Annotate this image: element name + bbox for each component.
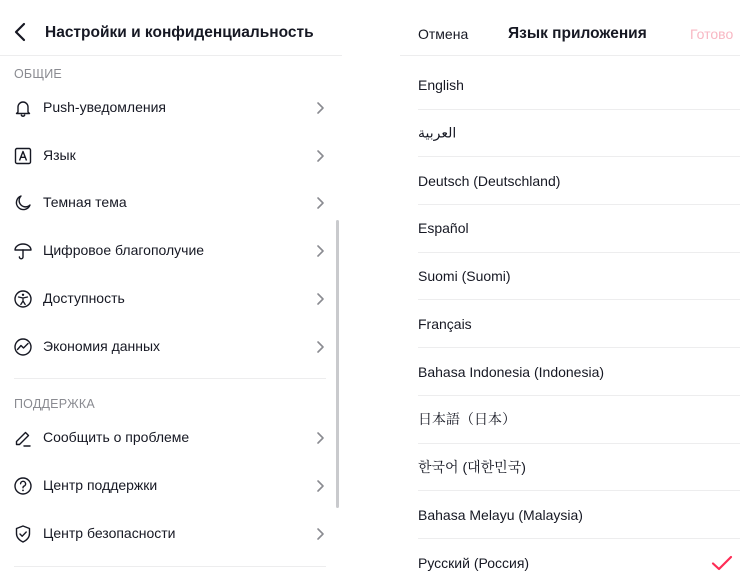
section-divider [14, 566, 326, 567]
menu-item-dark-theme[interactable] [0, 181, 342, 225]
moon-icon [13, 193, 33, 213]
done-button[interactable]: Готово [690, 26, 734, 42]
menu-item-label: Центр поддержки [43, 477, 158, 493]
chevron-right-icon [315, 244, 325, 258]
page-title: Настройки и конфиденциальность [45, 24, 314, 41]
language-option-arabic[interactable] [418, 110, 740, 158]
bell-icon [13, 98, 33, 118]
chevron-right-icon [315, 196, 325, 210]
accessibility-icon [13, 289, 33, 309]
language-option-japanese[interactable] [418, 396, 740, 444]
menu-item-label: Язык [43, 147, 76, 163]
data-saver-icon [13, 337, 33, 357]
language-label: Bahasa Indonesia (Indonesia) [418, 363, 605, 380]
menu-item-push-notifications[interactable] [0, 86, 342, 130]
menu-item-label: Push-уведомления [43, 99, 166, 115]
language-option-finnish[interactable] [418, 253, 740, 301]
chevron-right-icon [315, 479, 325, 493]
language-label: Deutsch (Deutschland) [418, 172, 561, 189]
menu-item-label: Экономия данных [43, 338, 161, 354]
language-label: Suomi (Suomi) [418, 268, 511, 285]
page-title: Язык приложения [508, 25, 647, 42]
app-language-panel [400, 0, 740, 584]
language-label: English [418, 77, 464, 94]
umbrella-icon [13, 241, 33, 261]
language-label: العربية [418, 124, 457, 141]
language-option-english[interactable] [418, 62, 740, 110]
cancel-button[interactable]: Отмена [418, 26, 469, 42]
chevron-right-icon [315, 431, 325, 445]
menu-item-label: Темная тема [43, 194, 127, 210]
menu-item-accessibility[interactable] [0, 277, 342, 321]
language-option-malay[interactable] [418, 491, 740, 539]
chevron-right-icon [315, 340, 325, 354]
menu-item-label: Сообщить о проблеме [43, 429, 190, 445]
menu-item-label: Цифровое благополучие [43, 242, 205, 258]
chevron-right-icon [315, 149, 325, 163]
language-label: 日本語（日本） [418, 411, 516, 428]
menu-item-report-problem[interactable] [0, 416, 342, 460]
language-label: Français [418, 315, 472, 332]
language-label: Bahasa Melayu (Malaysia) [418, 506, 583, 523]
pencil-icon [13, 428, 33, 448]
chevron-right-icon [315, 527, 325, 541]
menu-item-safety-center[interactable] [0, 512, 342, 556]
section-label-general: ОБЩИЕ [14, 67, 62, 81]
language-option-german[interactable] [418, 157, 740, 205]
scrollbar[interactable] [336, 220, 339, 508]
chevron-right-icon [315, 292, 325, 306]
help-icon [13, 476, 33, 496]
section-label-support: ПОДДЕРЖКА [14, 397, 95, 411]
language-label: 한국어 (대한민국) [418, 458, 526, 475]
shield-icon [13, 524, 33, 544]
menu-item-label: Центр безопасности [43, 525, 176, 541]
language-option-korean[interactable] [418, 444, 740, 492]
settings-panel [0, 0, 342, 584]
menu-item-language[interactable] [0, 134, 342, 178]
language-label: Español [418, 220, 469, 237]
section-divider [14, 378, 326, 379]
menu-item-data-saver[interactable] [0, 325, 342, 369]
settings-header [0, 0, 342, 56]
language-option-french[interactable] [418, 301, 740, 349]
language-option-russian[interactable] [418, 539, 740, 584]
checkmark-icon [711, 555, 733, 571]
language-option-spanish[interactable] [418, 205, 740, 253]
chevron-left-icon [13, 22, 27, 42]
language-icon [13, 146, 33, 166]
menu-item-help-center[interactable] [0, 464, 342, 508]
language-label: Русский (Россия) [418, 554, 530, 571]
language-option-indonesian[interactable] [418, 348, 740, 396]
back-button[interactable] [8, 20, 32, 44]
language-header [400, 0, 740, 56]
menu-item-label: Доступность [43, 290, 125, 306]
menu-item-digital-wellbeing[interactable] [0, 229, 342, 273]
chevron-right-icon [315, 101, 325, 115]
